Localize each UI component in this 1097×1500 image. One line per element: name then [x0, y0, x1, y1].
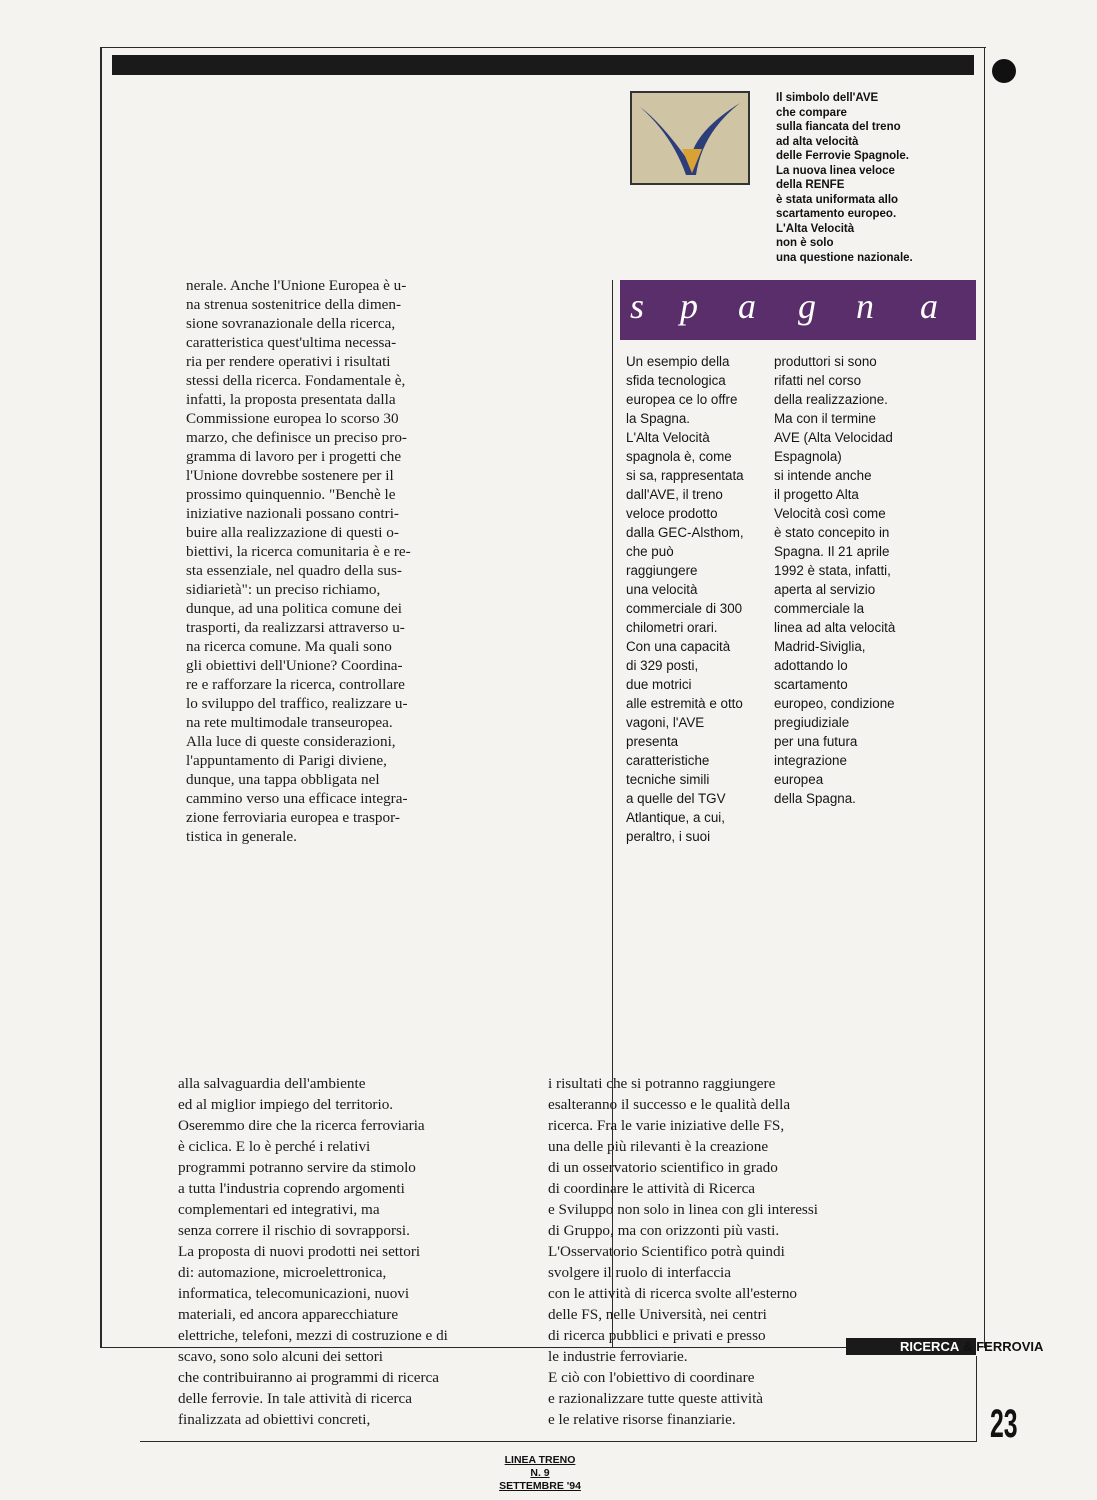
ave-v-icon — [632, 93, 748, 183]
text-line: sfida tecnologica — [626, 373, 726, 388]
text-line: sidiarietà": un preciso richiamo, — [186, 581, 381, 598]
text-line: Madrid-Siviglia, — [774, 639, 866, 654]
page-number: 23 — [990, 1402, 1018, 1446]
left-column-text — [186, 276, 456, 846]
text-line: trasporti, da realizzarsi attraverso u- — [186, 619, 405, 636]
text-line: vagoni, l'AVE — [626, 715, 705, 730]
text-line: il progetto Alta — [774, 487, 859, 502]
text-line: Spagna. Il 21 aprile — [774, 544, 890, 559]
text-line: Oseremmo dire che la ricerca ferroviaria — [178, 1117, 425, 1134]
text-line: due motrici — [626, 677, 692, 692]
text-line: si intende anche — [774, 468, 872, 483]
text-line: europea ce lo offre — [626, 392, 738, 407]
text-line: esalteranno il successo e le qualità della — [548, 1096, 791, 1113]
text-line: una delle più rilevanti è la creazione — [548, 1138, 769, 1155]
section-label-ferrovia: & FERROVIA — [963, 1339, 1044, 1354]
text-line: stessi della ricerca. Fondamentale è, — [186, 372, 406, 389]
text-line: dunque, ad una politica comune dei — [186, 600, 402, 617]
text-line: re e rafforzare la ricerca, controllare — [186, 676, 405, 693]
text-line: l'Unione dovrebbe sostenere per il — [186, 467, 394, 484]
text-line: con le attività di ricerca svolte all'esterno — [548, 1285, 798, 1302]
sidebar-column-1 — [626, 352, 766, 846]
spagna-letter: n — [856, 286, 874, 326]
text-line: sione sovranazionale della ricerca, — [186, 315, 396, 332]
text-line: di: automazione, microelettronica, — [178, 1264, 387, 1281]
text-line: lo sviluppo del traffico, realizzare u- — [186, 695, 408, 712]
top-black-bar — [112, 55, 974, 75]
text-line: Espagnola) — [774, 449, 842, 464]
photo-caption: Il simbolo dell'AVE che compare sulla fiancata del treno ad alta velocità delle Ferrovie Spagnole. La nuova linea veloce della RENFE è stata uniformata allo scartamento europeo. L'Alta Velocità non è solo una questione nazionale. — [776, 92, 913, 264]
text-line: La proposta di nuovi prodotti nei settori — [178, 1243, 421, 1260]
text-line: di 329 posti, — [626, 658, 699, 673]
spagna-letter: a — [738, 286, 756, 326]
text-line: ed al miglior impiego del territorio. — [178, 1096, 394, 1113]
text-line: infatti, la proposta presentata dalla — [186, 391, 396, 408]
text-line: cammino verso una efficace integra- — [186, 790, 408, 807]
text-line: tistica in generale. — [186, 828, 297, 845]
text-line: peraltro, i suoi — [626, 829, 711, 844]
frame-top-line — [100, 47, 986, 48]
spagna-letter: a — [920, 286, 938, 326]
sidebar-column-2 — [774, 352, 934, 808]
text-line: informatica, telecomunicazioni, nuovi — [178, 1285, 410, 1302]
text-line: tecniche simili — [626, 772, 710, 787]
text-line: che contribuiranno ai programmi di ricerca — [178, 1369, 440, 1386]
section-label — [900, 1338, 1043, 1355]
text-line: delle ferrovie. In tale attività di ricerca — [178, 1390, 413, 1407]
text-line: ricerca. Fra le varie iniziative delle FS, — [548, 1117, 785, 1134]
frame-bottom-line — [140, 1441, 976, 1442]
text-line: elettriche, telefoni, mezzi di costruzione e di — [178, 1327, 448, 1344]
text-line: che può — [626, 544, 674, 559]
spagna-title-band — [620, 280, 976, 340]
text-line: dall'AVE, il treno — [626, 487, 723, 502]
text-line: ria per rendere operativi i risultati — [186, 353, 391, 370]
text-line: Atlantique, a cui, — [626, 810, 726, 825]
text-line: europeo, condizione — [774, 696, 895, 711]
text-line: della Spagna. — [774, 791, 856, 806]
spagna-letter: g — [798, 286, 816, 326]
bottom-right-column — [548, 1073, 888, 1430]
text-line: senza correre il rischio di sovrapporsi. — [178, 1222, 410, 1239]
text-line: di Gruppo, ma con orizzonti più vasti. — [548, 1222, 780, 1239]
text-line: di un osservatorio scientifico in grado — [548, 1159, 778, 1176]
text-line: a quelle del TGV — [626, 791, 726, 806]
text-line: dunque, una tappa obbligata nel — [186, 771, 380, 788]
text-line: na strenua sostenitrice della dimen- — [186, 296, 402, 313]
footer-date: SETTEMBRE '94 — [499, 1480, 581, 1492]
text-line: e Sviluppo non solo in linea con gli interessi — [548, 1201, 818, 1218]
text-line: i risultati che si potranno raggiungere — [548, 1075, 776, 1092]
text-line: Un esempio della — [626, 354, 730, 369]
text-line: delle FS, nelle Università, nei centri — [548, 1306, 767, 1323]
text-line: raggiungere — [626, 563, 698, 578]
text-line: chilometri orari. — [626, 620, 718, 635]
text-line: svolgere il ruolo di interfaccia — [548, 1264, 732, 1281]
text-line: commerciale la — [774, 601, 865, 616]
footer-title: LINEA TRENO — [504, 1454, 576, 1466]
ave-logo-image — [630, 91, 750, 185]
text-line: è ciclica. E lo è perché i relativi — [178, 1138, 371, 1155]
text-line: Con una capacità — [626, 639, 731, 654]
text-line: finalizzata ad obiettivi concreti, — [178, 1411, 371, 1428]
text-line: integrazione — [774, 753, 847, 768]
text-line: prossimo quinquennio. "Benchè le — [186, 486, 396, 503]
bottom-left-column — [178, 1073, 518, 1430]
text-line: per una futura — [774, 734, 858, 749]
text-line: sta essenziale, nel quadro della sus- — [186, 562, 402, 579]
text-line: rifatti nel corso — [774, 373, 862, 388]
text-line: scartamento — [774, 677, 848, 692]
frame-left-line — [100, 48, 102, 1348]
text-line: di ricerca pubblici e privati e presso — [548, 1327, 766, 1344]
text-line: complementari ed integrativi, ma — [178, 1201, 380, 1218]
text-line: caratteristica quest'ultima necessa- — [186, 334, 397, 351]
text-line: alla salvaguardia dell'ambiente — [178, 1075, 366, 1092]
text-line: na rete multimodale transeuropea. — [186, 714, 393, 731]
text-line: adottando lo — [774, 658, 848, 673]
text-line: materiali, ed ancora apparecchiature — [178, 1306, 399, 1323]
text-line: si sa, rappresentata — [626, 468, 744, 483]
text-line: nerale. Anche l'Unione Europea è u- — [186, 277, 407, 294]
text-line: L'Osservatorio Scientifico potrà quindi — [548, 1243, 785, 1260]
text-line: biettivi, la ricerca comunitaria è e re- — [186, 543, 411, 560]
text-line: na ricerca comune. Ma quali sono — [186, 638, 392, 655]
text-line: produttori si sono — [774, 354, 877, 369]
text-line: pregiudiziale — [774, 715, 850, 730]
text-line: Ma con il termine — [774, 411, 876, 426]
frame-lower-right-line — [976, 1356, 977, 1442]
text-line: zione ferroviaria europea e traspor- — [186, 809, 400, 826]
text-line: scavo, sono solo alcuni dei settori — [178, 1348, 383, 1365]
text-line: gramma di lavoro per i progetti che — [186, 448, 402, 465]
text-line: è stato concepito in — [774, 525, 890, 540]
text-line: Alla luce di queste considerazioni, — [186, 733, 396, 750]
text-line: E ciò con l'obiettivo di coordinare — [548, 1369, 755, 1386]
text-line: a tutta l'industria coprendo argomenti — [178, 1180, 405, 1197]
text-line: una velocità — [626, 582, 698, 597]
frame-right-line — [984, 48, 985, 1348]
section-label-ricerca: RICERCA — [900, 1339, 960, 1354]
text-line: buire alla realizzazione di questi o- — [186, 524, 399, 541]
footer-issue: N. 9 — [530, 1467, 550, 1479]
footer-publication — [480, 1454, 600, 1493]
text-line: presenta — [626, 734, 679, 749]
text-line: caratteristiche — [626, 753, 710, 768]
text-line: AVE (Alta Velocidad — [774, 430, 893, 445]
text-line: iniziative nazionali possano contri- — [186, 505, 399, 522]
text-line: linea ad alta velocità — [774, 620, 896, 635]
text-line: Commissione europea lo scorso 30 — [186, 410, 399, 427]
text-line: e le relative risorse finanziarie. — [548, 1411, 736, 1428]
text-line: marzo, che definisce un preciso pro- — [186, 429, 407, 446]
spagna-letter: s — [630, 286, 645, 326]
text-line: gli obiettivi dell'Unione? Coordina- — [186, 657, 403, 674]
text-line: e razionalizzare tutte queste attività — [548, 1390, 764, 1407]
text-line: aperta al servizio — [774, 582, 876, 597]
text-line: l'appuntamento di Parigi diviene, — [186, 752, 387, 769]
bullet-dot-icon — [992, 59, 1016, 83]
text-line: europea — [774, 772, 824, 787]
spagna-letter: p — [680, 286, 698, 326]
text-line: spagnola è, come — [626, 449, 732, 464]
text-line: veloce prodotto — [626, 506, 718, 521]
text-line: L'Alta Velocità — [626, 430, 710, 445]
text-line: la Spagna. — [626, 411, 691, 426]
text-line: commerciale di 300 — [626, 601, 743, 616]
text-line: le industrie ferroviarie. — [548, 1348, 688, 1365]
text-line: Velocità così come — [774, 506, 886, 521]
text-line: programmi potranno servire da stimolo — [178, 1159, 416, 1176]
text-line: 1992 è stata, infatti, — [774, 563, 891, 578]
text-line: di coordinare le attività di Ricerca — [548, 1180, 756, 1197]
text-line: dalla GEC-Alsthom, — [626, 525, 744, 540]
text-line: alle estremità e otto — [626, 696, 743, 711]
text-line: della realizzazione. — [774, 392, 888, 407]
